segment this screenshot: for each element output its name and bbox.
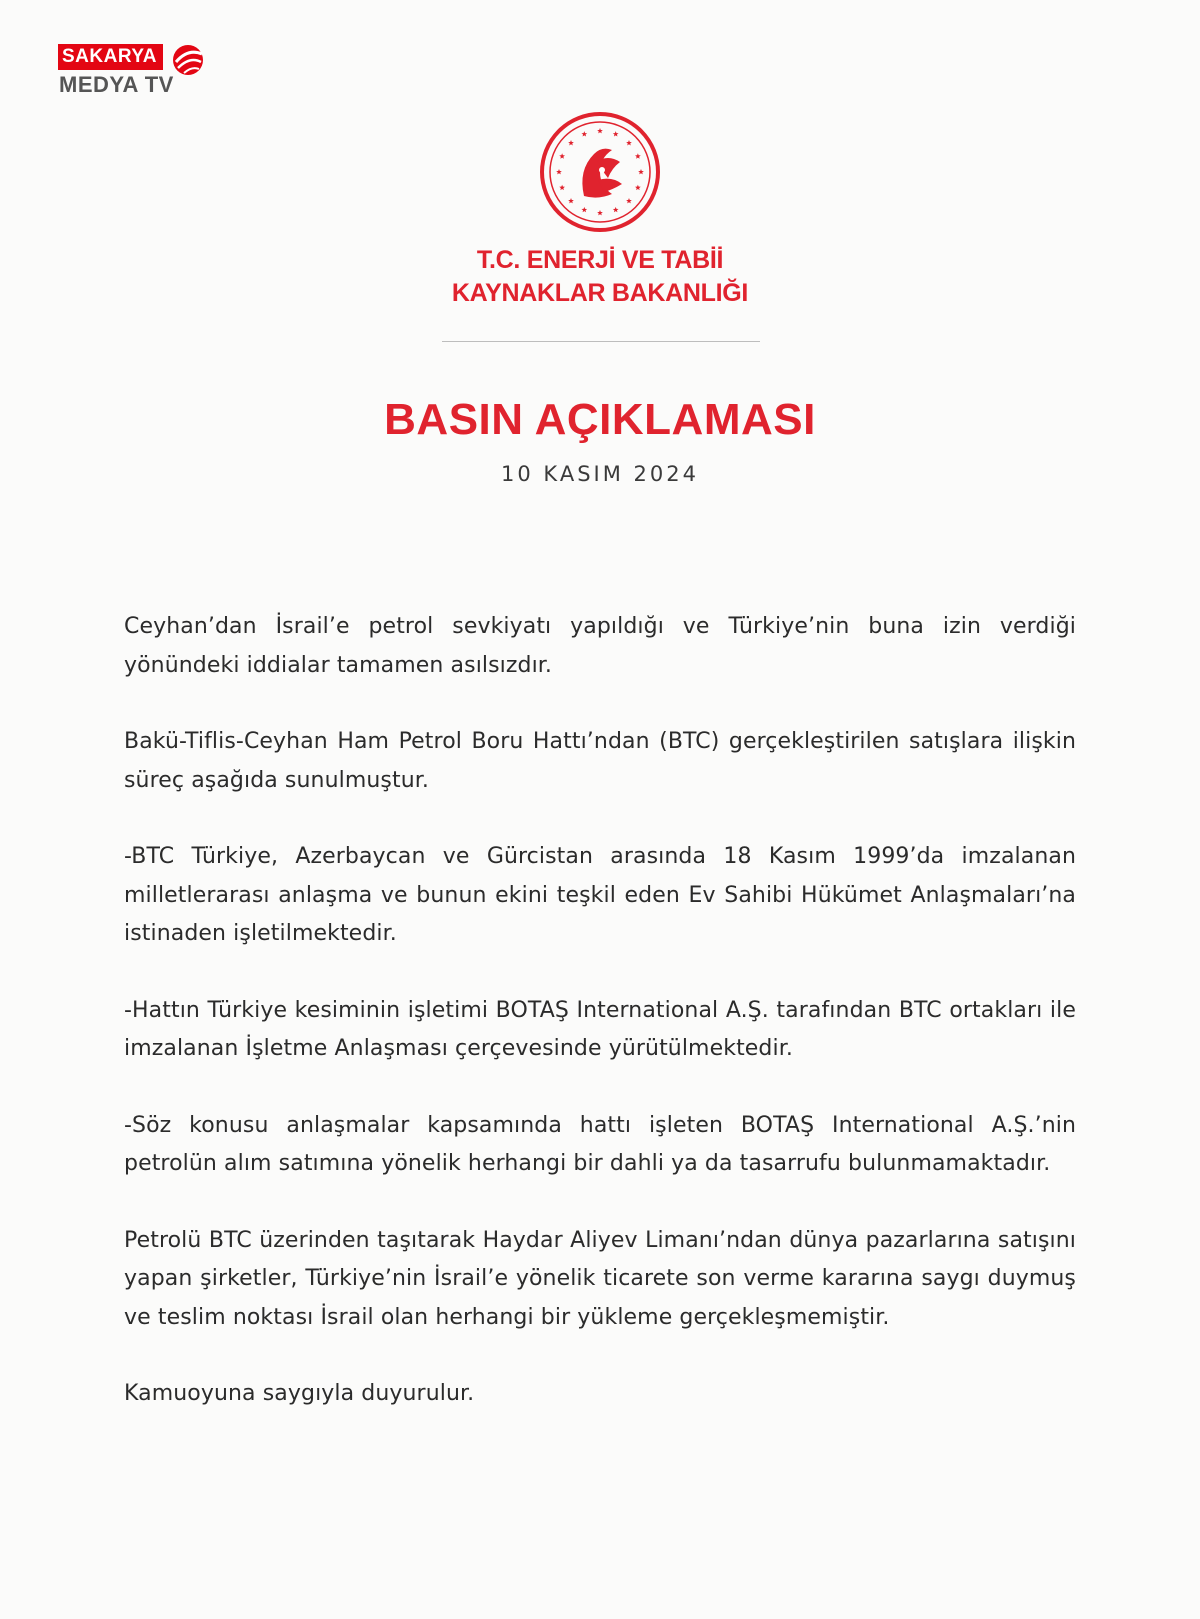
globe-swoosh-icon (170, 42, 206, 78)
paragraph: Ceyhan’dan İsrail’e petrol sevkiyatı yapıldığı ve Türkiye’nin buna izin verdiği yönündeki iddialar tamamen asılsızdır. (124, 614, 1076, 678)
seal-star-icon (635, 185, 641, 190)
page-title: BASIN AÇIKLAMASI (384, 395, 816, 444)
seal-star-icon (597, 210, 603, 215)
watermark-line2: MEDYA TV (59, 72, 174, 97)
paragraph: Bakü-Tiflis-Ceyhan Ham Petrol Boru Hattı’ndan (BTC) gerçekleştirilen satışlara ilişkin süreç aşağıda sunulmuştur. (124, 729, 1076, 793)
ministry-name-line1: T.C. ENERJİ VE TABİİ (476, 246, 724, 274)
paragraph: -Söz konusu anlaşmalar kapsamında hattı işleten BOTAŞ International A.Ş.’nin petrolün alım satımına yönelik herhangi bir dahli ya da tasarrufu bulunmamaktadır. (124, 1112, 1076, 1176)
paragraph: -Hattın Türkiye kesiminin işletimi BOTAŞ International A.Ş. tarafından BTC ortakları ile imzalanan İşletme Anlaşması çerçevesinde yürütülmektedir. (124, 997, 1076, 1061)
seal-star-icon (613, 207, 619, 212)
press-release-date: 10 KASIM 2024 (501, 462, 699, 486)
seal-star-icon (559, 185, 565, 190)
seal-star-icon (613, 131, 619, 136)
ministry-name-line2: KAYNAKLAR BAKANLIĞI (451, 279, 749, 307)
ministry-name (300, 244, 900, 310)
seal-star-icon (597, 128, 603, 133)
seal-star-icon (626, 140, 632, 145)
seal-star-icon (581, 207, 587, 212)
press-release-body (124, 608, 1076, 1452)
watermark-line1: SAKARYA (58, 44, 163, 70)
paragraph: Kamuoyuna saygıyla duyurulur. (124, 1381, 475, 1406)
seal-star-icon (556, 169, 562, 174)
seal-star-icon (635, 153, 641, 158)
seal-star-icon (581, 131, 587, 136)
paragraph: Petrolü BTC üzerinden taşıtarak Haydar Aliyev Limanı’ndan dünya pazarlarına satışını yapan şirketler, Türkiye’nin İsrail’e yönelik ticarete son verme kararına saygı duymuş ve teslim noktası İsrail olan herhangi bir yükleme gerçekleşmemiştir. (124, 1227, 1076, 1330)
seal-star-icon (638, 169, 644, 174)
watermark-logo (58, 42, 198, 102)
seal-star-icon (568, 140, 574, 145)
seal-star-icon (626, 198, 632, 203)
seal-star-icon (559, 153, 565, 158)
paragraph: -BTC Türkiye, Azerbaycan ve Gürcistan arasında 18 Kasım 1999’da imzalanan milletlerarası anlaşma ve bunun ekini teşkil eden Ev Sahibi Hükümet Anlaşmaları’na istinaden işletilmektedir. (124, 844, 1076, 946)
seal-star-icon (568, 198, 574, 203)
ministry-emblem-icon (538, 110, 662, 234)
header-divider (442, 341, 760, 342)
